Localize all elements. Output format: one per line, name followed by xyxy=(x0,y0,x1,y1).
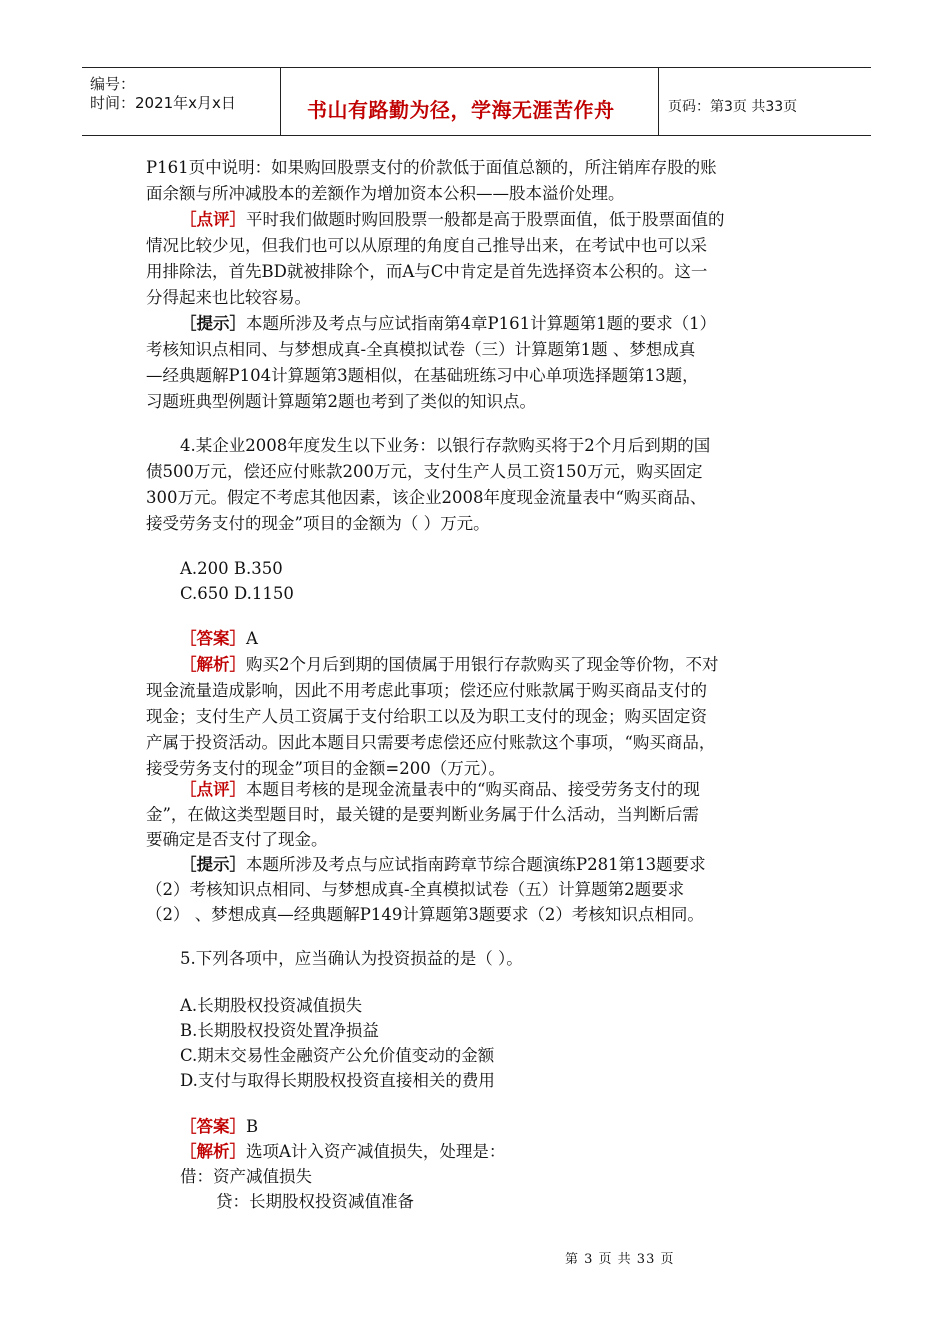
text-line: （2） 、梦想成真—经典题解P149计算题第3题要求（2）考核知识点相同。 xyxy=(146,905,704,924)
question-4-text: 4.某企业2008年度发生以下业务：以银行存款购买将于2个月后到期的国 xyxy=(180,436,711,455)
question-4-options: C.650 D.1150 xyxy=(180,584,294,603)
text-line: 现金流量造成影响，因此不用考虑此事项；偿还应付账款属于购买商品支付的 xyxy=(146,681,707,700)
text-line: 要确定是否支付了现金。 xyxy=(146,830,328,849)
header-meta-cell xyxy=(82,68,281,135)
text-line: 金”，在做这类型题目时，最关键的是要判断业务属于什么活动，当判断后需 xyxy=(146,805,699,824)
page-info: 页码：第3页 共33页 xyxy=(668,99,798,115)
header-motto-cell xyxy=(281,68,659,135)
comment-text: 本题目考核的是现金流量表中的“购买商品、接受劳务支付的现 xyxy=(246,780,700,799)
text-line: 习题班典型例题计算题第2题也考到了类似的知识点。 xyxy=(146,392,536,411)
answer-value: B xyxy=(246,1117,259,1136)
text-line: 接受劳务支付的现金”项目的金额为（ ）万元。 xyxy=(146,514,490,533)
comment-line xyxy=(180,209,725,231)
page-header xyxy=(82,67,871,136)
text-line: 考核知识点相同、与梦想成真-全真模拟试卷（三）计算题第1题 、梦想成真 xyxy=(146,340,696,359)
text-line: （2）考核知识点相同、与梦想成真-全真模拟试卷（五）计算题第2题要求 xyxy=(146,880,685,899)
question-5-option-a: A.长期股权投资减值损失 xyxy=(180,996,363,1015)
question-5-text: 5.下列各项中，应当确认为投资损益的是（ ）。 xyxy=(180,949,523,968)
text-line: 产属于投资活动。因此本题目只需要考虑偿还应付账款这个事项，“购买商品， xyxy=(146,733,716,752)
analysis-text: 选项A计入资产减值损失，处理是： xyxy=(246,1142,506,1161)
answer-value: A xyxy=(246,629,258,648)
hint-line xyxy=(180,313,716,335)
comment-tag: ［点评］ xyxy=(180,780,246,799)
hint-tag: ［提示］ xyxy=(180,314,246,333)
text-line: 面余额与所冲减股本的差额作为增加资本公积——股本溢价处理。 xyxy=(146,184,625,203)
answer-line xyxy=(180,628,258,650)
motto-text: 书山有路勤为径，学海无涯苦作舟 xyxy=(307,98,615,122)
document-date-label: 时间：2021年x月x日 xyxy=(90,94,236,112)
analysis-tag: ［解析］ xyxy=(180,655,246,674)
analysis-text: 购买2个月后到期的国债属于用银行存款购买了现金等价物，不对 xyxy=(246,655,719,674)
hint-line xyxy=(180,854,706,876)
text-line: 300万元。假定不考虑其他因素，该企业2008年度现金流量表中“购买商品、 xyxy=(146,488,707,507)
header-page-cell xyxy=(659,68,871,135)
analysis-line xyxy=(180,1141,505,1163)
question-5-option-b: B.长期股权投资处置净损益 xyxy=(180,1021,379,1040)
question-5-option-d: D.支付与取得长期股权投资直接相关的费用 xyxy=(180,1071,495,1090)
text-line: 接受劳务支付的现金”项目的金额=200（万元）。 xyxy=(146,759,506,778)
hint-tag: ［提示］ xyxy=(180,855,246,874)
text-line: P161页中说明：如果购回股票支付的价款低于面值总额的，所注销库存股的账 xyxy=(146,158,717,177)
hint-text: 本题所涉及考点与应试指南跨章节综合题演练P281第13题要求 xyxy=(246,855,706,874)
text-line: 贷：长期股权投资减值准备 xyxy=(216,1192,414,1211)
text-line: —经典题解P104计算题第3题相似，在基础班练习中心单项选择题第13题， xyxy=(146,366,699,385)
text-line: 情况比较少见，但我们也可以从原理的角度自己推导出来，在考试中也可以采 xyxy=(146,236,707,255)
answer-tag: ［答案］ xyxy=(180,1117,246,1136)
document-number-label: 编号： xyxy=(90,75,136,93)
answer-line xyxy=(180,1116,258,1138)
question-4-options: A.200 B.350 xyxy=(180,559,283,578)
comment-text: 平时我们做题时购回股票一般都是高于股票面值，低于股票面值的 xyxy=(246,210,725,229)
hint-text: 本题所涉及考点与应试指南第4章P161计算题第1题的要求（1） xyxy=(246,314,717,333)
text-line: 用排除法，首先BD就被排除个，而A与C中肯定是首先选择资本公积的。这一 xyxy=(146,262,708,281)
comment-line xyxy=(180,779,700,801)
text-line: 现金；支付生产人员工资属于支付给职工以及为职工支付的现金；购买固定资 xyxy=(146,707,707,726)
answer-tag: ［答案］ xyxy=(180,629,246,648)
question-5-option-c: C.期末交易性金融资产公允价值变动的金额 xyxy=(180,1046,495,1065)
text-line: 分得起来也比较容易。 xyxy=(146,288,311,307)
analysis-tag: ［解析］ xyxy=(180,1142,246,1161)
text-line: 债500万元，偿还应付账款200万元，支付生产人员工资150万元，购买固定 xyxy=(146,462,703,481)
comment-tag: ［点评］ xyxy=(180,210,246,229)
page-footer: 第 3 页 共 33 页 xyxy=(565,1252,675,1267)
text-line: 借：资产减值损失 xyxy=(180,1167,312,1186)
analysis-line xyxy=(180,654,719,676)
